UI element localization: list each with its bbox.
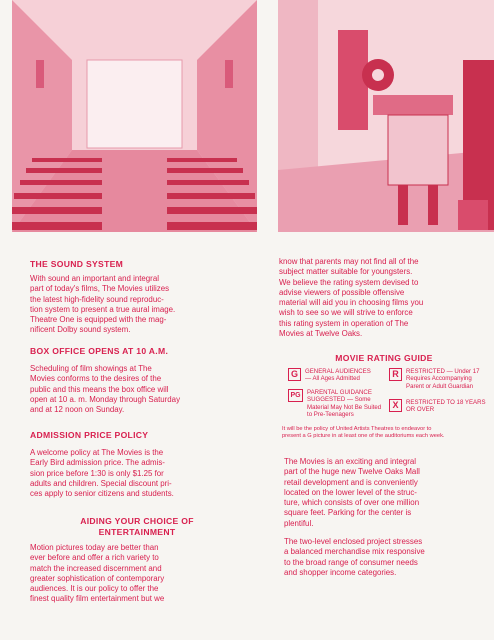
rating-pg-badge: PG bbox=[288, 389, 303, 402]
projection-booth-photo bbox=[278, 0, 494, 232]
rating-x bbox=[389, 399, 489, 414]
project-text: The two-level enclosed project stresses a balanced merchandise mix responsive to the broad range of consumer needs and shopper income categories. bbox=[284, 537, 425, 577]
rating-g-badge: G bbox=[288, 368, 301, 381]
aiding-choice-heading: AIDING YOUR CHOICE OF ENTERTAINMENT bbox=[80, 516, 194, 537]
rating-g-text: GENERAL AUDIENCES — All Ages Admitted bbox=[305, 368, 371, 383]
rating-policy-note: It will be the policy of United Artists Theatres to endeavor to present a G picture in at least one of the auditoriums each week. bbox=[282, 426, 445, 440]
box-office-text: Scheduling of film showings at The Movies conforms to the desires of the public and this means the box office will open at 10 a. m. Monday through Saturday and at 12 noon on Sunday. bbox=[30, 364, 181, 415]
rating-x-text: RESTRICTED TO 18 YEARS OR OVER bbox=[406, 399, 486, 414]
rating-pg-text: PARENTAL GUIDANCE SUGGESTED — Some Material May Not Be Suited to Pre-Teenagers bbox=[307, 389, 382, 418]
sound-system-text: With sound an important and integral part of today's films, The Movies utilizes the latest high-fidelity sound reproduc- tion system to present a true aural image. Theatre One is equipped with the mag- nificent Dolby sound system. bbox=[30, 274, 176, 335]
admission-heading: ADMISSION PRICE POLICY bbox=[30, 430, 149, 440]
rating-r-badge: R bbox=[389, 368, 402, 381]
rating-r bbox=[389, 368, 489, 390]
box-office-heading: BOX OFFICE OPENS AT 10 A.M. bbox=[30, 346, 169, 356]
parents-text: know that parents may not find all of the subject matter suitable for youngsters. We believe the rating system devised to advise viewers of possible offensive material will aid you in choosing films you wish to see so we will strive to enforce this rating system in operation of The Movies at Twelve Oaks. bbox=[279, 257, 424, 339]
theatre-interior-photo bbox=[12, 0, 257, 232]
rating-g bbox=[288, 368, 392, 383]
sound-system-heading: THE SOUND SYSTEM bbox=[30, 259, 124, 269]
rating-x-badge: X bbox=[389, 399, 402, 412]
admission-text: A welcome policy at The Movies is the Early Bird admission price. The admis- sion price before 1:30 is only $1.25 for adults and children. Special discount pri- ces apply to senior citizens and students. bbox=[30, 448, 174, 499]
mall-text: The Movies is an exciting and integral part of the huge new Twelve Oaks Mall retail development and is conveniently located on the lower level of the struc- ture, which consists of over one million square feet. Parking for the center is plentiful. bbox=[284, 457, 420, 528]
rating-r-text: RESTRICTED — Under 17 Requires Accompanying Parent or Adult Guardian bbox=[406, 368, 480, 390]
rating-guide-title: MOVIE RATING GUIDE bbox=[335, 353, 433, 363]
rating-pg bbox=[288, 389, 392, 418]
aiding-choice-text: Motion pictures today are better than ever before and offer a rich variety to match the increased discernment and greater sophistication of contemporary audiences. It is our policy to offer the finest quality film entertainment but we bbox=[30, 543, 165, 604]
